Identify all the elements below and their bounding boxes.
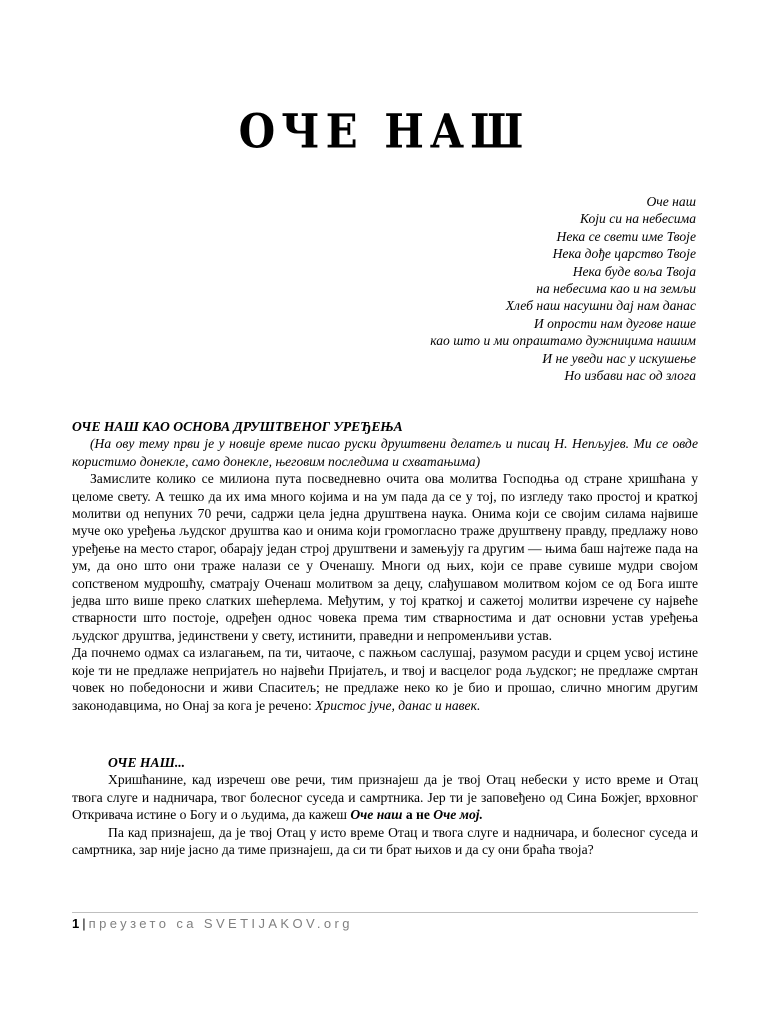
intro-note: (На ову тему први је у новије време писао руски друштвени делатељ и писац Н. Непљујев. Ми се овде користимо донекле, само донекле, његовим последима и схватањима)	[72, 436, 698, 469]
footer-source: преузето са SVETIJAKOV.org	[88, 916, 353, 931]
page-number: 1	[72, 916, 80, 931]
prayer-line: Хлеб наш насушни дај нам данас	[505, 298, 696, 314]
paragraph-3-emphasis-1: Оче наш	[350, 807, 403, 823]
paragraph-1: Замислите колико се милиона пута посведневно очита ова молитва Господња од стране хришћана у целоме свету. А тешко да их има много којима и на ум пада да се у тој, по изгледу тако простој и краткој молитви од непуних 70 речи, садржи цела једна друштвена наука. Онима који се својим силама највише муче око уређења људског друштва као и онима који громогласно траже друштвену правду, предлажу ново уређење на место старог, обарају један строј друштвени и замењују га другим — њима баш најтеже пада на ум, да оно што они траже налази се у Оченашу. Многи од њих, који се праве сувише мудри својом сопственом мудрошћу, сматрају Оченаш молитвом за децу, слађушавом молитвом којом се од Бога иште једва што више преко слатких шећерлема. Међутим, у тој краткој и сажетој молитви изречене су највеће стварности што постоје, одређен однос човека према тим стварностима и дат основни устав уређења људског друштва, јединствени у свету, истинити, праведни и непроменљиви устав.	[72, 471, 698, 643]
prayer-line: Оче наш	[646, 194, 696, 209]
prayer-line: И опрости нам дугове наше	[533, 315, 696, 331]
paragraph-3-mid: а не	[402, 807, 434, 823]
prayer-line: као што и ми опраштамо дужницима нашим	[430, 333, 696, 349]
paragraph-3-text: Хришћанине, кад изречеш ове речи, тим признајеш да је твој Отац небески у исто време и Отац твога слуге и надничара, твог болесног суседа и самртника. Јер ти је заповеђено од Сина Божјег, врховног Откривача истине о Богу и о људима, да кажеш	[72, 772, 698, 823]
prayer-line: на небесима као и на земљи	[536, 281, 696, 297]
page-footer	[72, 912, 698, 931]
prayer-line: Који си на небесима	[579, 211, 696, 227]
paragraph-2	[72, 644, 698, 714]
prayer-line: И не уведи нас у искушење	[542, 350, 696, 366]
footer-separator: |	[82, 916, 86, 931]
section-spacer	[72, 714, 698, 754]
paragraph-3-emphasis-2: Оче мој.	[433, 807, 483, 823]
sub-heading: ОЧЕ НАШ...	[108, 754, 186, 770]
prayer-line: Нека буде воља Твоја	[572, 263, 696, 279]
paragraph-2-quote: Христос јуче, данас и навек.	[315, 697, 481, 713]
prayer-text	[276, 193, 696, 384]
page-title: ОЧЕ НАШ	[238, 104, 530, 159]
paragraph-3	[72, 771, 698, 823]
prayer-line: Нека се свети име Твоје	[556, 228, 696, 244]
prayer-line: Но избави нас од злога	[564, 368, 696, 384]
prayer-line: Нека дође царство Твоје	[552, 246, 696, 262]
paragraph-2-text: Да почнемо одмах са излагањем, па ти, читаоче, с пажњом саслушај, разумом расуди и срцем усвој истине које ти не предлаже непријатељ но највећи Пријатељ, и твој и васцелог рода људског; не предлаже смртан човек но победоносни и живи Спаситељ; не предлаже неко ко је био и прошао, слично многим другим законодавцима, но Онај за кога је речено:	[72, 645, 698, 713]
paragraph-4: Па кад признајеш, да је твој Отац у исто време Отац и твога слуге и надничара, и болесног суседа и самртника, зар није јасно да тиме признајеш, да си ти брат њихов и да су они браћа твоја?	[72, 824, 698, 857]
article-body	[72, 418, 698, 858]
section-heading: ОЧЕ НАШ КАО ОСНОВА ДРУШТВЕНОГ УРЕЂЕЊА	[72, 419, 403, 434]
